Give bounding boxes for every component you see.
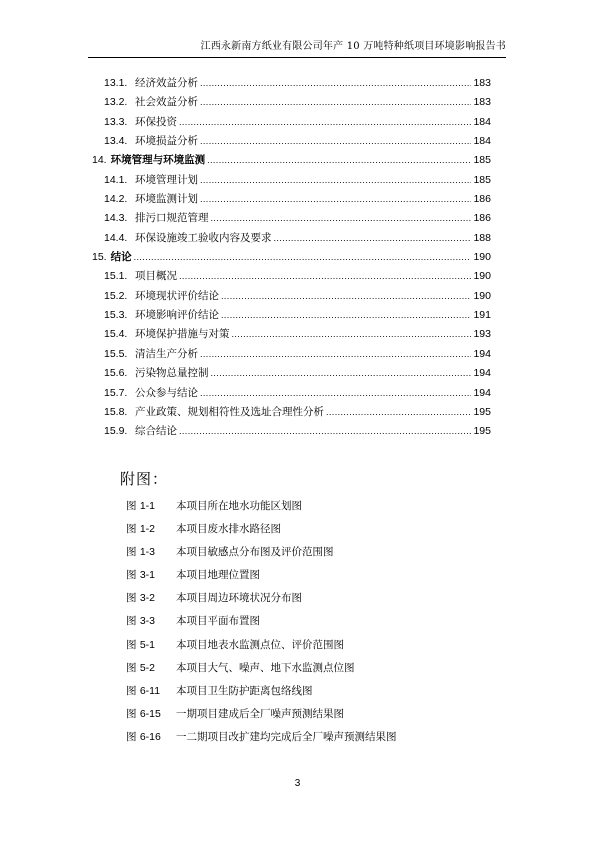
figure-label: 图 [126,730,137,743]
toc-entry-number: 15.1. [104,270,128,283]
toc-dot-leader [211,368,472,378]
figure-number [126,683,176,698]
toc-entry-page: 194 [473,347,491,360]
toc-dot-leader [207,155,471,165]
toc-entry-page: 183 [473,96,491,109]
toc-dot-leader [200,78,471,88]
toc-dot-leader [200,136,471,146]
figure-list-item [126,637,397,660]
toc-entry[interactable] [92,268,491,287]
figure-number [126,706,176,721]
figure-number [126,729,176,744]
toc-entry-page: 185 [473,154,491,167]
toc-entry[interactable] [92,94,491,113]
figure-label: 图 [126,615,137,628]
toc-dot-leader [326,407,471,417]
figure-number-value: 5-2 [139,661,156,674]
figure-number-value: 6-15 [139,707,161,720]
toc-entry-title: 环保投资 [135,115,177,128]
figure-caption: 本项目卫生防护距离包络线图 [176,684,313,697]
toc-entry-title: 环保设施竣工验收内容及要求 [135,231,272,244]
figure-number [126,498,176,513]
figure-list-item [126,521,397,544]
toc-entry-number: 13.3. [104,115,128,128]
toc-entry-page: 194 [473,367,491,380]
toc-entry-title: 环境影响评价结论 [135,309,219,322]
toc-entry-number: 15.9. [104,425,128,438]
figure-number-value: 3-3 [139,615,156,628]
figure-list-item [126,567,397,590]
figure-caption: 本项目地理位置图 [176,569,260,582]
toc-entry[interactable] [92,230,491,249]
toc-entry-page: 190 [473,289,491,302]
figure-caption: 本项目地表水监测点位、评价范围图 [176,638,344,651]
toc-entry-page: 190 [473,270,491,283]
toc-entry[interactable] [92,75,491,94]
toc-entry-page: 183 [473,77,491,89]
toc-entry-page: 184 [473,135,491,148]
figure-label: 图 [126,592,137,605]
toc-dot-leader [200,194,471,204]
toc-entry[interactable] [92,365,491,384]
figure-list-item [126,498,397,521]
toc-entry-number: 14.2. [104,193,128,206]
toc-entry[interactable] [92,423,491,442]
figure-list-item [126,683,397,706]
table-of-contents [92,75,491,443]
toc-entry-number: 15.5. [104,347,128,360]
figure-number-value: 6-16 [139,730,161,743]
figure-caption: 一二期项目改扩建均完成后全厂噪声预测结果图 [176,730,397,743]
toc-entry-title: 清洁生产分析 [135,347,198,360]
figure-label: 图 [126,638,137,651]
figure-number [126,613,176,628]
figure-number-value: 3-2 [139,592,156,605]
toc-entry-page: 188 [473,231,491,244]
toc-dot-leader [221,291,471,301]
toc-entry-number: 13.1. [104,77,128,89]
toc-entry-number: 15.7. [104,386,128,399]
figure-number [126,521,176,536]
figure-caption: 一期项目建成后全厂噪声预测结果图 [176,707,344,720]
toc-entry-number: 15.6. [104,367,128,380]
toc-entry-page: 185 [473,173,491,186]
figure-caption: 本项目所在地水功能区划图 [176,500,302,512]
toc-dot-leader [274,233,472,243]
figure-list-item [126,660,397,683]
toc-dot-leader [200,97,471,107]
toc-entry-title: 经济效益分析 [135,77,198,89]
figure-caption: 本项目周边环境状况分布图 [176,592,302,605]
figure-label: 图 [126,500,137,512]
figure-list-item [126,706,397,729]
toc-entry-page: 186 [473,193,491,206]
toc-dot-leader [200,388,471,398]
toc-dot-leader [200,175,471,185]
figure-list [126,498,397,752]
toc-entry-title: 环境损益分析 [135,135,198,148]
toc-entry[interactable] [92,210,491,229]
figure-caption: 本项目平面布置图 [176,615,260,628]
page-number: 3 [294,778,301,789]
figure-number [126,590,176,605]
toc-entry-title: 环境保护措施与对策 [135,328,230,341]
figure-number-value: 6-11 [139,684,161,697]
toc-entry-number: 14. [92,154,107,167]
figure-list-item [126,544,397,567]
appendix-title: 附图： [120,470,169,488]
figure-list-item [126,590,397,613]
toc-entry-title: 综合结论 [135,425,177,438]
toc-dot-leader [232,329,472,339]
toc-entry[interactable] [92,346,491,365]
toc-entry-number: 14.4. [104,231,128,244]
figure-number [126,637,176,652]
toc-entry[interactable] [92,307,491,326]
figure-number-value: 3-1 [139,569,156,582]
running-header: 江西永新南方纸业有限公司年产 10 万吨特种纸项目环境影响报告书 [200,41,506,52]
toc-entry-title: 社会效益分析 [135,96,198,109]
toc-entry-title: 环境管理与环境监测 [110,154,206,167]
toc-entry-title: 排污口规范管理 [135,212,209,225]
header-rule [88,57,506,58]
figure-list-item [126,613,397,636]
toc-dot-leader [200,349,471,359]
toc-entry-number: 15.3. [104,309,128,322]
toc-entry-number: 15.4. [104,328,128,341]
figure-number-value: 1-3 [139,546,156,559]
toc-entry-title: 环境现状评价结论 [135,289,219,302]
toc-entry-number: 14.1. [104,173,128,186]
figure-number [126,660,176,675]
figure-number-value: 1-1 [139,500,156,512]
toc-entry[interactable] [92,114,491,133]
toc-entry-title: 环境监测计划 [135,193,198,206]
toc-entry-number: 15.2. [104,289,128,302]
toc-entry-number: 13.2. [104,96,128,109]
toc-entry-title: 产业政策、规划相符性及选址合理性分析 [135,405,324,418]
toc-entry-page: 184 [473,115,491,128]
toc-entry-number: 15.8. [104,405,128,418]
figure-number [126,544,176,559]
figure-number-value: 1-2 [139,523,156,536]
figure-caption: 本项目大气、噪声、地下水监测点位图 [176,661,355,674]
figure-caption: 本项目废水排水路径图 [176,523,281,536]
toc-entry[interactable] [92,152,491,171]
toc-entry-title: 环境管理计划 [135,173,198,186]
figure-label: 图 [126,707,137,720]
toc-entry-number: 14.3. [104,212,128,225]
toc-entry[interactable] [92,172,491,191]
figure-number [126,567,176,582]
toc-entry-title: 结论 [110,251,132,264]
toc-entry-page: 195 [473,405,491,418]
toc-dot-leader [179,271,471,281]
toc-dot-leader [179,426,471,436]
toc-entry[interactable] [92,191,491,210]
toc-entry-page: 194 [473,386,491,399]
toc-entry-page: 193 [473,328,491,341]
toc-entry-page: 191 [473,309,491,322]
figure-label: 图 [126,546,137,559]
toc-entry-title: 公众参与结论 [135,386,198,399]
toc-dot-leader [211,213,472,223]
toc-entry[interactable] [92,288,491,307]
figure-label: 图 [126,523,137,536]
figure-label: 图 [126,661,137,674]
toc-entry[interactable] [92,133,491,152]
figure-number-value: 5-1 [139,638,156,651]
toc-dot-leader [134,252,472,262]
toc-entry-number: 13.4. [104,135,128,148]
toc-dot-leader [179,117,471,127]
toc-entry[interactable] [92,249,491,268]
toc-entry-title: 项目概况 [135,270,177,283]
toc-entry-number: 15. [92,251,107,264]
toc-entry[interactable] [92,326,491,345]
figure-label: 图 [126,684,137,697]
toc-entry-page: 195 [473,425,491,438]
figure-label: 图 [126,569,137,582]
toc-entry-page: 186 [473,212,491,225]
toc-entry-page: 190 [473,251,491,264]
toc-entry[interactable] [92,404,491,423]
toc-entry[interactable] [92,385,491,404]
figure-caption: 本项目敏感点分布图及评价范围图 [176,546,334,559]
toc-entry-title: 污染物总量控制 [135,367,209,380]
figure-list-item [126,729,397,752]
toc-dot-leader [221,310,471,320]
